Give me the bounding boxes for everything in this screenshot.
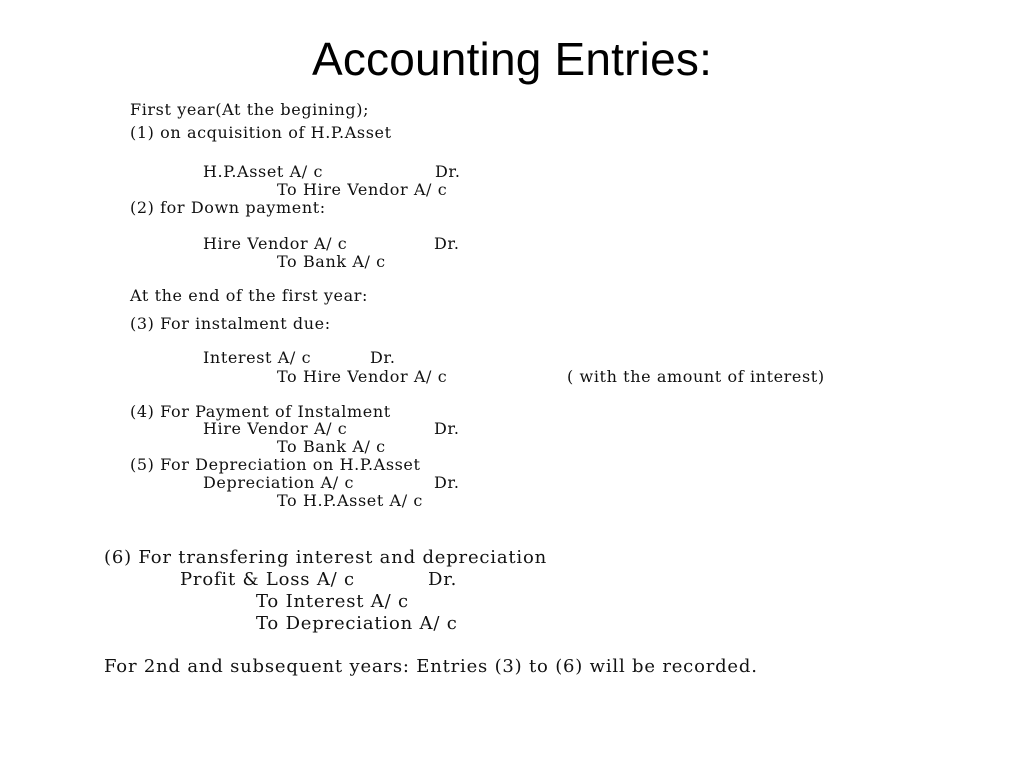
entry4-credit-account: To Bank A/ c [277, 437, 386, 456]
entry3-debit-account: Interest A/ c [203, 348, 312, 367]
entry6-debit-account: Profit & Loss A/ c [180, 569, 355, 590]
entry5-debit-account: Depreciation A/ c [203, 473, 355, 492]
entry6-credit-account-1: To Interest A/ c [256, 591, 409, 612]
entry5-title: (5) For Depreciation on H.P.Asset [130, 455, 421, 474]
entry1-debit-account: H.P.Asset A/ c [203, 162, 324, 181]
entry1-title: (1) on acquisition of H.P.Asset [130, 123, 392, 142]
end-first-year-heading: At the end of the first year: [130, 286, 369, 305]
entry2-title: (2) for Down payment: [130, 198, 326, 217]
entry6-credit-account-2: To Depreciation A/ c [256, 613, 458, 634]
entry3-note: ( with the amount of interest) [567, 367, 825, 386]
entry5-debit-marker: Dr. [434, 473, 460, 492]
entry4-title: (4) For Payment of Instalment [130, 402, 391, 421]
entry6-title: (6) For transfering interest and depreciation [104, 547, 547, 568]
entry3-credit-account: To Hire Vendor A/ c [277, 367, 448, 386]
entry2-debit-account: Hire Vendor A/ c [203, 234, 348, 253]
closing-note: For 2nd and subsequent years: Entries (3) to (6) will be recorded. [104, 656, 758, 677]
entry3-title: (3) For instalment due: [130, 314, 331, 333]
entry2-debit-marker: Dr. [434, 234, 460, 253]
entry3-debit-marker: Dr. [370, 348, 396, 367]
entry1-credit-account: To Hire Vendor A/ c [277, 180, 448, 199]
slide-title: Accounting Entries: [311, 33, 713, 85]
entry6-debit-marker: Dr. [428, 569, 458, 590]
entry4-debit-account: Hire Vendor A/ c [203, 419, 348, 438]
entry4-debit-marker: Dr. [434, 419, 460, 438]
entry5-credit-account: To H.P.Asset A/ c [277, 491, 423, 510]
first-year-heading: First year(At the begining); [130, 100, 370, 119]
entry2-credit-account: To Bank A/ c [277, 252, 386, 271]
entry1-debit-marker: Dr. [435, 162, 461, 181]
